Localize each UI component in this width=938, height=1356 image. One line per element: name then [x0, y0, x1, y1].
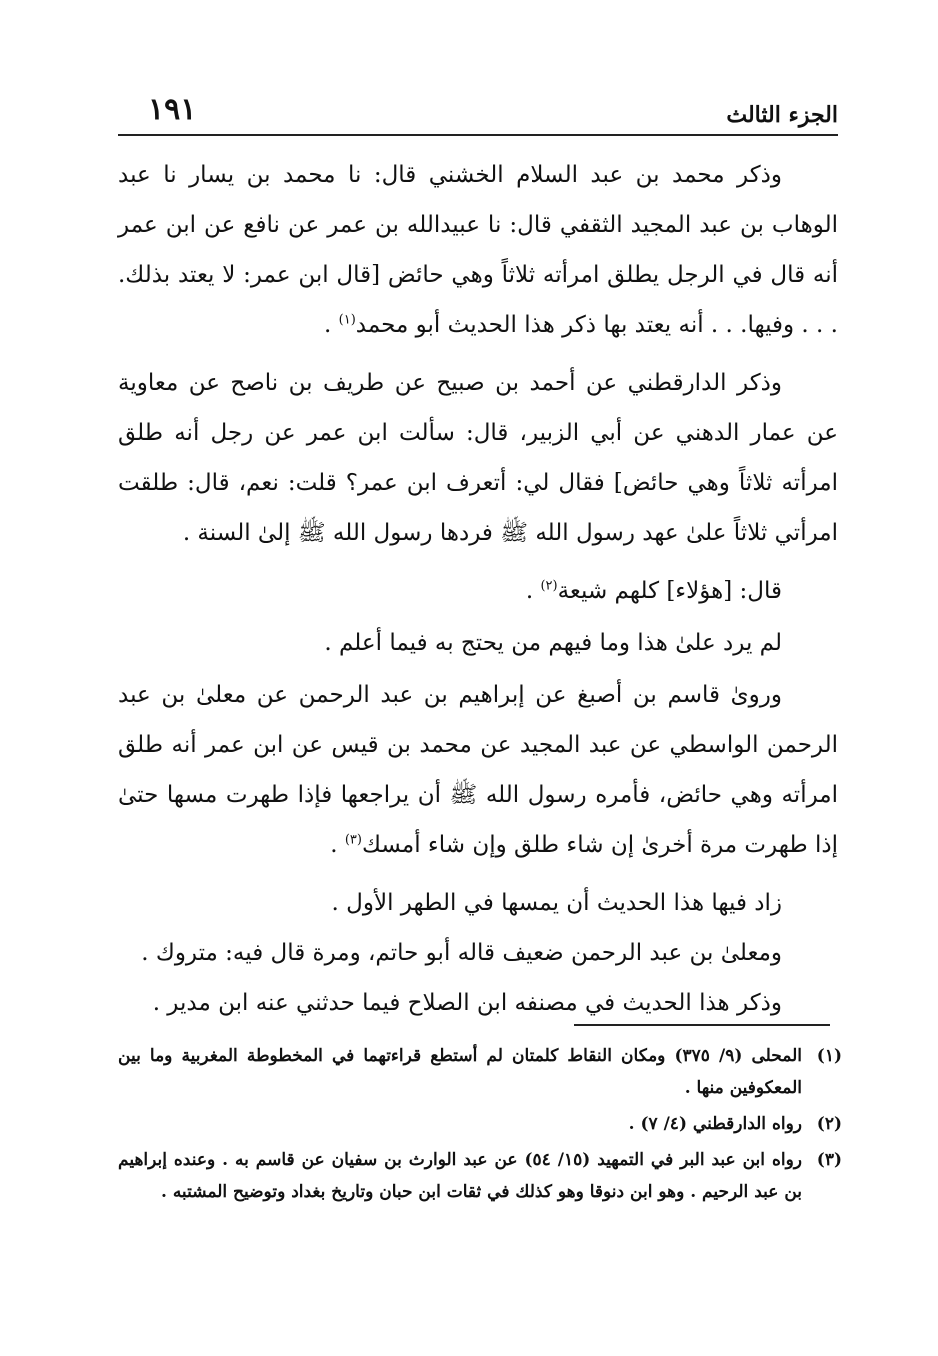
- footnote-ref-2: (٢): [540, 578, 558, 594]
- paragraph-3: [118, 566, 838, 616]
- page-number: ١٩١: [148, 92, 197, 127]
- paragraph-7: ومعلىٰ بن عبد الرحمن ضعيف قاله أبو حاتم، ومرة قال فيه: متروك .: [141, 940, 782, 966]
- header-divider: [118, 134, 838, 136]
- paragraph-1-text: وذكر محمد بن عبد السلام الخشني قال: نا محمد بن يسار نا عبد الوهاب بن عبد المجيد الثقفي قال: نا عبيدالله بن عمر عن نافع عن ابن عمر أنه قال في الرجل يطلق امرأته ثلاثاً وهي حائض [قال ابن عمر: لا يعتد بذلك. . . . وفيها. . . أنه يعتد بها ذكر هذا الحديث أبو محمد: [118, 162, 838, 338]
- paragraph-5-end: .: [330, 832, 345, 858]
- footnote-2-text: رواه الدارقطني (٤/ ٧) .: [628, 1114, 802, 1134]
- footnote-ref-1: (١): [338, 312, 356, 328]
- main-text: [118, 150, 838, 1028]
- paragraph-1: [118, 150, 838, 350]
- footnote-1-number: (١): [816, 1046, 842, 1066]
- footnote-2-number: (٢): [816, 1114, 842, 1134]
- footnote-divider: [574, 1024, 830, 1026]
- paragraph-1-end: .: [324, 312, 339, 338]
- footnote-1: [118, 1040, 842, 1104]
- footnotes: [118, 1040, 842, 1212]
- paragraph-8: وذكر هذا الحديث في مصنفه ابن الصلاح فيما حدثني عنه ابن مدير .: [152, 990, 782, 1016]
- footnote-3: [118, 1144, 842, 1208]
- footnote-1-text: المحلى (٩/ ٣٧٥) ومكان النقاط كلمتان لم أستطع قراءتهما في المخطوطة المغربية وما بين المعكوفين منها .: [118, 1046, 803, 1098]
- paragraph-6: زاد فيها هذا الحديث أن يمسها في الطهر الأول .: [331, 890, 782, 916]
- paragraph-3-end: .: [525, 578, 541, 604]
- footnote-2: [118, 1108, 842, 1140]
- paragraph-4: لم يرد علىٰ هذا وما فيهم من يحتج به فيما أعلم .: [324, 630, 782, 656]
- footnote-3-text: رواه ابن عبد البر في التمهيد (١٥/ ٥٤) عن عبد الوارث بن سفيان عن قاسم به . وعنده إبراهيم بن عبد الرحيم . وهو ابن دنوقا وهو كذلك في ثقات ابن حبان وتاريخ بغداد وتوضيح المشتبه .: [118, 1150, 802, 1202]
- paragraph-5: [118, 670, 838, 870]
- paragraph-3-text: قال: [هؤلاء] كلهم شيعة: [557, 578, 782, 604]
- paragraph-5-text: وروىٰ قاسم بن أصبغ عن إبراهيم بن عبد الرحمن عن معلىٰ بن عبد الرحمن الواسطي عن عبد المجيد عن محمد بن قيس عن ابن عمر أنه طلق امرأته وهي حائض، فأمره رسول الله ﷺ أن يراجعها فإذا طهرت مسها حتىٰ إذا طهرت مرة أخرىٰ إن شاء طلق وإن شاء أمسك: [118, 682, 838, 858]
- footnote-ref-3: (٣): [344, 832, 362, 848]
- paragraph-2: وذكر الدارقطني عن أحمد بن صبيح عن طريف بن ناصح عن معاوية عن عمار الدهني عن أبي الزبير، قال: سألت ابن عمر عن رجل أنه طلق امرأته ثلاثاً وهي حائض] فقال لي: أتعرف ابن عمر؟ قلت: نعم، قال: طلقت امرأتي ثلاثاً علىٰ عهد رسول الله ﷺ فردها رسول الله ﷺ إلىٰ السنة .: [118, 370, 838, 546]
- footnote-3-number: (٣): [816, 1150, 842, 1170]
- page-header: [118, 92, 838, 132]
- running-title: الجزء الثالث: [726, 102, 838, 128]
